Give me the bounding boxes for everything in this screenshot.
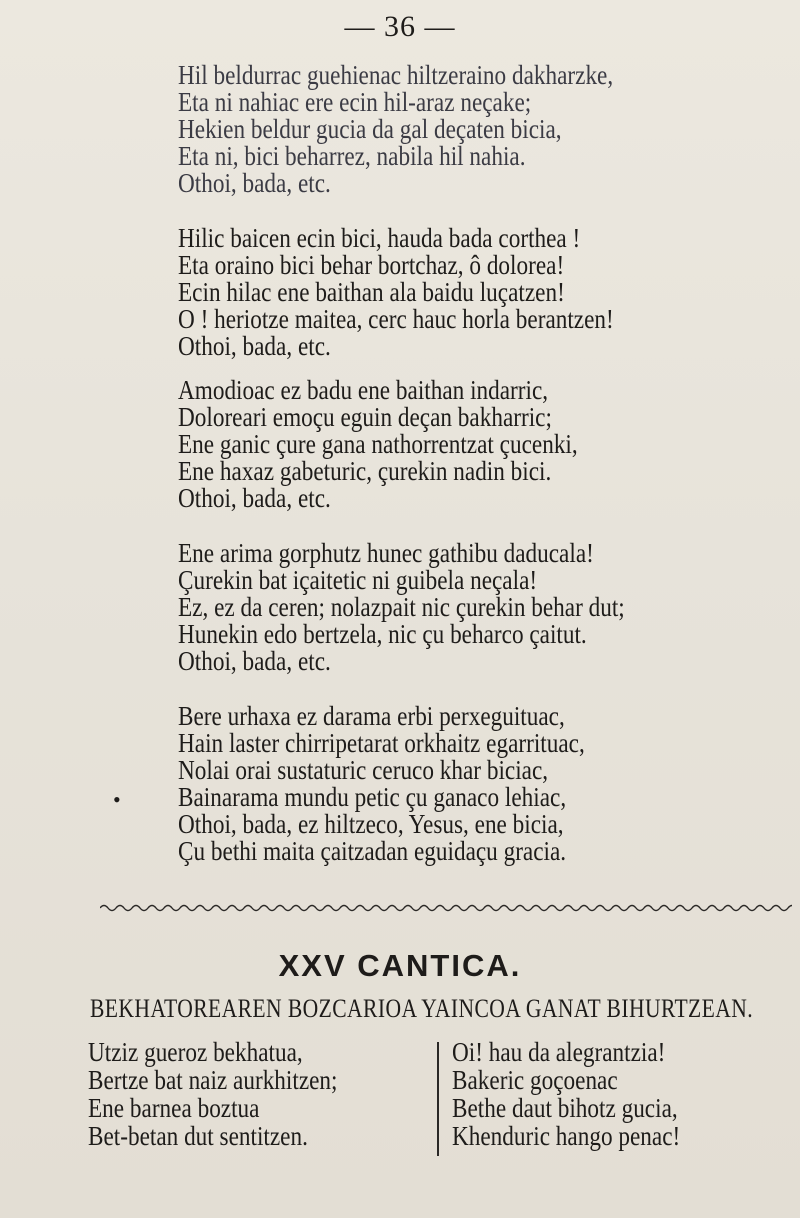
poem-line: Ene haxaz gabeturic, çurekin nadin bici. bbox=[178, 456, 552, 486]
poem-line: Ez, ez da ceren; nolazpait nic çurekin behar dut; bbox=[178, 592, 625, 622]
stanza-5 bbox=[178, 703, 778, 865]
column-divider bbox=[437, 1042, 439, 1156]
poem-line: Eta oraino bici behar bortchaz, ô dolorea! bbox=[178, 250, 565, 280]
column-line: Utziz gueroz bekhatua, bbox=[88, 1037, 303, 1067]
poem-line: Doloreari emoçu eguin deçan bakharric; bbox=[178, 402, 552, 432]
poem-line: O ! heriotze maitea, cerc hauc horla berantzen! bbox=[178, 304, 614, 334]
stanza-3 bbox=[178, 377, 778, 512]
poem-line: Hunekin edo bertzela, nic çu beharco çaitut. bbox=[178, 619, 587, 649]
stanza-1 bbox=[178, 62, 778, 197]
poem-line: Othoi, bada, etc. bbox=[178, 331, 331, 361]
section-subtitle: BEKHATOREAREN BOZCARIOA YAINCOA GANAT BIHURTZEAN. bbox=[90, 994, 754, 1023]
right-column bbox=[452, 1038, 717, 1150]
poem-line: Bainarama mundu petic çu ganaco lehiac, bbox=[178, 782, 567, 812]
poem-line: Bere urhaxa ez darama erbi perxeguituac, bbox=[178, 701, 565, 731]
stanza-4 bbox=[178, 540, 778, 675]
page-number: — 36 — bbox=[344, 10, 456, 43]
poem-line: Hain laster chirripetarat orkhaitz egarrituac, bbox=[178, 728, 585, 758]
column-line: Ene barnea boztua bbox=[88, 1093, 260, 1123]
column-line: Bakeric goçoenac bbox=[452, 1065, 618, 1095]
margin-bullet-mark: • bbox=[113, 787, 121, 812]
poem-line: Othoi, bada, etc. bbox=[178, 168, 331, 198]
poem-line: Ene arima gorphutz hunec gathibu daducala! bbox=[178, 538, 594, 568]
stanza-2 bbox=[178, 225, 778, 360]
poem-line: Ecin hilac ene baithan ala baidu luçatzen! bbox=[178, 277, 565, 307]
left-column bbox=[88, 1038, 378, 1150]
poem-line: Çu bethi maita çaitzadan eguidaçu gracia. bbox=[178, 836, 567, 866]
poem-line: Ene ganic çure gana nathorrentzat çucenki, bbox=[178, 429, 578, 459]
column-line: Bethe daut bihotz gucia, bbox=[452, 1093, 678, 1123]
poem-line: Othoi, bada, etc. bbox=[178, 646, 331, 676]
wavy-ornament-divider bbox=[100, 902, 792, 914]
poem-line: Othoi, bada, etc. bbox=[178, 483, 331, 513]
poem-line: Hekien beldur gucia da gal deçaten bicia, bbox=[178, 114, 562, 144]
column-line: Bet-betan dut sentitzen. bbox=[88, 1121, 308, 1151]
poem-line: Çurekin bat içaitetic ni guibela neçala! bbox=[178, 565, 538, 595]
poem-line: Hilic baicen ecin bici, hauda bada corthea ! bbox=[178, 223, 581, 253]
section-title: XXV CANTICA. bbox=[278, 948, 522, 983]
poem-line: Hil beldurrac guehienac hiltzeraino dakharzke, bbox=[178, 60, 614, 90]
poem-line: Eta ni nahiac ere ecin hil-araz neçake; bbox=[178, 87, 532, 117]
column-line: Khenduric hango penac! bbox=[452, 1121, 681, 1151]
column-line: Bertze bat naiz aurkhitzen; bbox=[88, 1065, 338, 1095]
poem-line: Amodioac ez badu ene baithan indarric, bbox=[178, 375, 549, 405]
poem-line: Nolai orai sustaturic ceruco khar biciac, bbox=[178, 755, 549, 785]
column-line: Oi! hau da alegrantzia! bbox=[452, 1037, 666, 1067]
poem-line: Othoi, bada, ez hiltzeco, Yesus, ene bicia, bbox=[178, 809, 564, 839]
poem-line: Eta ni, bici beharrez, nabila hil nahia. bbox=[178, 141, 526, 171]
